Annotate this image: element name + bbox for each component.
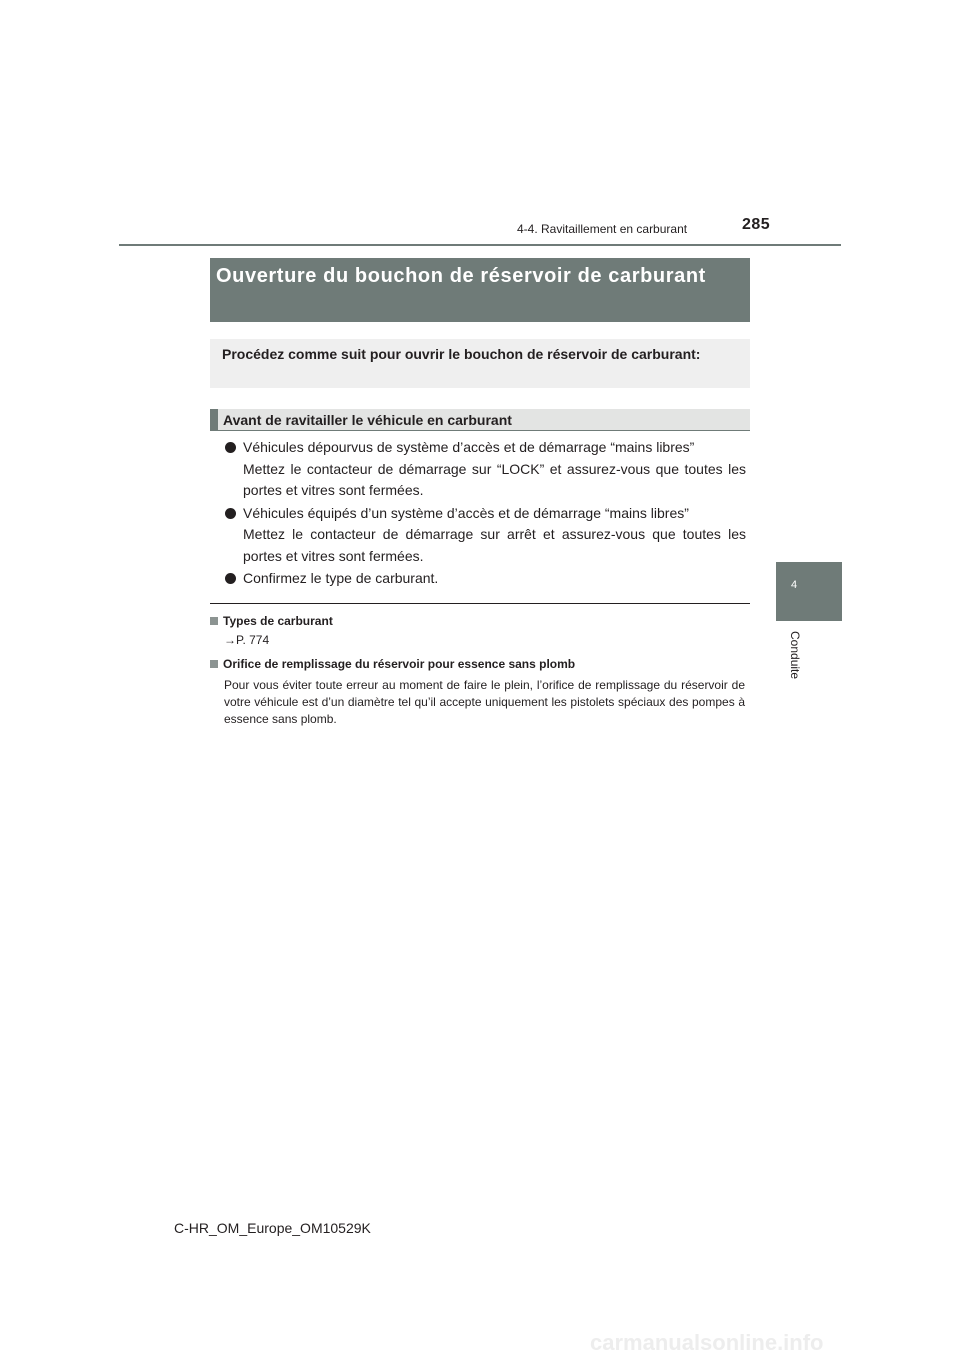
subsection-title: Avant de ravitailler le véhicule en carburant xyxy=(223,412,512,428)
watermark-logo xyxy=(590,1330,952,1354)
title-banner xyxy=(210,258,750,322)
watermark-text: carmanualsonline.info xyxy=(590,1330,824,1354)
bullet-list xyxy=(224,437,746,591)
list-item-title: Véhicules équipés d’un système d’accès et de démarrage “mains libres” xyxy=(243,504,689,521)
intro-text: Procédez comme suit pour ouvrir le bouchon de réservoir de carburant: xyxy=(222,346,701,362)
chapter-label: Conduite xyxy=(788,631,802,680)
document-code: C-HR_OM_Europe_OM10529K xyxy=(174,1220,371,1236)
subsection-marker xyxy=(210,409,218,431)
page-number: 285 xyxy=(742,216,771,233)
bullet-dot-icon xyxy=(225,442,236,453)
note-body: Pour vous éviter toute erreur au moment de faire le plein, l’orifice de remplissage du réservoir de votre véhicule est d’un diamètre tel qu’il accepte uniquement les pistolets spéciaux des pompes à essence sans plomb. xyxy=(224,678,745,726)
list-item-title: Confirmez le type de carburant. xyxy=(243,570,439,586)
notes-divider xyxy=(210,603,750,604)
header-rule xyxy=(119,244,841,246)
note-heading xyxy=(210,657,575,671)
section-reference: 4-4. Ravitaillement en carburant xyxy=(517,222,688,236)
subsection-heading xyxy=(218,409,750,431)
page-title: Ouverture du bouchon de réservoir de carburant xyxy=(216,265,706,287)
square-bullet-icon xyxy=(210,617,218,625)
list-item xyxy=(224,503,746,568)
chapter-number: 4 xyxy=(790,579,798,591)
note-heading-text: Orifice de remplissage du réservoir pour essence sans plomb xyxy=(223,657,576,671)
square-bullet-icon xyxy=(210,660,218,668)
list-item xyxy=(224,568,746,590)
note-heading-text: Types de carburant xyxy=(223,614,333,628)
note-heading xyxy=(210,614,333,628)
list-item-detail: Mettez le contacteur de démarrage sur “LOCK” et assurez-vous que toutes les portes et vitres sont fermées. xyxy=(243,460,746,498)
chapter-tab xyxy=(776,562,842,621)
note-body: →P. 774 xyxy=(224,633,270,647)
list-item-title: Véhicules dépourvus de système d’accès et de démarrage “mains libres” xyxy=(243,439,695,455)
list-item-detail: Mettez le contacteur de démarrage sur arrêt et assurez-vous que toutes les portes et vitres sont fermées. xyxy=(243,526,746,564)
intro-box xyxy=(210,339,750,388)
bullet-dot-icon xyxy=(225,573,236,584)
list-item xyxy=(224,437,746,502)
bullet-dot-icon xyxy=(225,508,236,519)
